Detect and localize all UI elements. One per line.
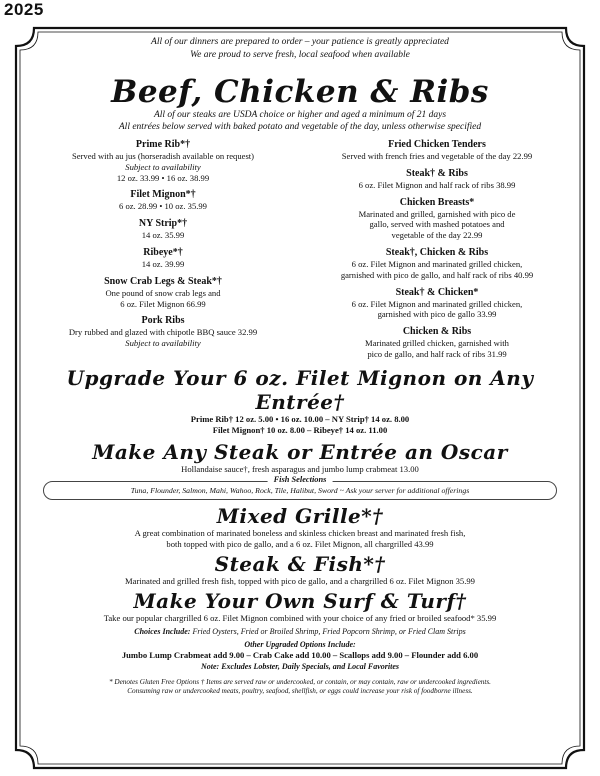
- item-desc: garnished with pico de gallo 33.99: [377, 309, 497, 320]
- fish-selections-text: Tuna, Flounder, Salmon, Mahi, Wahoo, Rock, Tile, Halibut, Sword ~ Ask your server for additional offerings: [130, 485, 470, 495]
- upgrade-title: Upgrade Your 6 oz. Filet Mignon on Any Entrée†: [66, 365, 534, 414]
- section-title-beef-chicken-ribs: Beef, Chicken & Ribs: [111, 74, 489, 110]
- section-note-2: All entrées below served with baked potato and vegetable of the day, unless otherwise specified: [118, 122, 482, 132]
- steak-fish-title: Steak & Fish*†: [214, 551, 386, 576]
- year-label: 2025: [4, 0, 44, 19]
- menu-columns: [28, 139, 572, 366]
- item-desc: 6 oz. Filet Mignon and half rack of ribs 38.99: [358, 179, 516, 190]
- item-price: 6 oz. Filet Mignon 66.99: [120, 298, 206, 309]
- item-availability: Subject to availability: [125, 338, 201, 349]
- menu-item-prime-rib: [28, 139, 298, 183]
- item-desc: Served with au jus (horseradish available on request): [71, 151, 255, 161]
- mixed-grille-line-1: A great combination of marinated boneless and skinless chicken breast and marinated fresh fish,: [134, 527, 466, 538]
- menu-item-chicken-breasts: [302, 197, 572, 241]
- intro-line-1: All of our dinners are prepared to order – your patience is greatly appreciated: [151, 37, 449, 47]
- item-price: 12 oz. 33.99 • 16 oz. 38.99: [116, 172, 210, 183]
- item-name: Steak† & Chicken*: [395, 286, 479, 298]
- item-desc: pico de gallo, and half rack of ribs 31.99: [367, 348, 507, 359]
- item-name: Snow Crab Legs & Steak*†: [104, 275, 222, 287]
- menu-item-steak-chicken: [302, 287, 572, 321]
- menu-item-chicken-tenders: [302, 139, 572, 162]
- menu-item-ribeye: [28, 247, 298, 270]
- item-name: Chicken & Ribs: [402, 326, 472, 338]
- item-name: Fried Chicken Tenders: [388, 139, 486, 150]
- mixed-grille-line-2: both topped with pico de gallo, and a 6 oz. Filet Mignon, all chargrilled 43.99: [166, 538, 434, 549]
- item-name: Steak† & Ribs: [406, 167, 468, 179]
- right-column: [302, 139, 572, 366]
- left-column: [28, 139, 298, 366]
- item-desc: 6 oz. Filet Mignon and marinated grilled chicken,: [351, 258, 523, 269]
- other-options-text: Jumbo Lump Crabmeat add 9.00 – Crab Cake add 10.00 – Scallops add 9.00 – Flounder add 6.00: [121, 649, 479, 660]
- menu-item-pork-ribs: [28, 315, 298, 349]
- item-name: Steak†, Chicken & Ribs: [385, 246, 489, 258]
- fish-selections-title: Fish Selections: [268, 475, 333, 484]
- other-options-label: Other Upgraded Options Include:: [244, 639, 356, 649]
- item-name: NY Strip*†: [138, 218, 188, 230]
- item-desc: Marinated and grilled, garnished with pico de: [358, 208, 516, 219]
- item-price: 6 oz. 28.99 • 10 oz. 35.99: [119, 201, 207, 212]
- footer-note-1: * Denotes Gluten Free Options † Items are served raw or undercooked, or contain, or may contain, raw or undercooked ingredients.: [109, 677, 491, 686]
- oscar-desc: Hollandaise sauce†, fresh asparagus and jumbo lump crabmeat 13.00: [181, 463, 419, 474]
- item-desc: vegetable of the day 22.99: [391, 230, 483, 241]
- item-desc: Dry rubbed and glazed with chipotle BBQ sauce 32.99: [68, 327, 258, 338]
- surf-turf-desc: Take our popular chargrilled 6 oz. Filet Mignon combined with your choice of any fried or broiled seafood* 35.99: [103, 612, 497, 623]
- choices-text: Fried Oysters, Fried or Broiled Shrimp, Fried Popcorn Shrimp, or Fried Clam Strips: [192, 626, 466, 636]
- menu-content: [28, 36, 572, 697]
- item-desc: 6 oz. Filet Mignon and marinated grilled chicken,: [351, 298, 523, 309]
- section-note-1: All of our steaks are USDA choice or higher and aged a minimum of 21 days: [153, 110, 447, 120]
- menu-item-filet-mignon: [28, 189, 298, 212]
- menu-item-steak-ribs: [302, 168, 572, 191]
- item-desc: gallo, served with mashed potatoes and: [369, 219, 505, 230]
- oscar-title: Make Any Steak or Entrée an Oscar: [92, 439, 508, 464]
- item-name: Pork Ribs: [141, 315, 185, 327]
- item-desc: garnished with pico de gallo, and half rack of ribs 40.99: [340, 269, 534, 280]
- mixed-grille-title: Mixed Grille*†: [216, 503, 384, 528]
- upgrade-line-1: Prime Rib† 12 oz. 5.00 • 16 oz. 10.00 – NY Strip† 14 oz. 8.00: [190, 413, 410, 424]
- item-availability: Subject to availability: [125, 161, 201, 172]
- item-name: Prime Rib*†: [135, 139, 191, 150]
- item-price: 14 oz. 35.99: [141, 230, 185, 241]
- steak-fish-desc: Marinated and grilled fresh fish, topped with pico de gallo, and a chargrilled 6 oz. Filet Mignon 35.99: [125, 575, 475, 586]
- menu-item-chicken-ribs: [302, 326, 572, 360]
- intro-line-2: We are proud to serve fresh, local seafood when available: [190, 49, 410, 60]
- fish-selections-box: [43, 474, 557, 500]
- surf-turf-title: Make Your Own Surf & Turf†: [133, 588, 467, 613]
- menu-item-snow-crab-steak: [28, 276, 298, 310]
- footer-note-2: Consuming raw or undercooked meats, poultry, seafood, shellfish, or eggs could increase your risk of foodborne illness.: [127, 687, 473, 696]
- item-name: Filet Mignon*†: [130, 189, 196, 201]
- item-desc: One pound of snow crab legs and: [105, 287, 221, 298]
- upgrade-line-2: Filet Mignon† 10 oz. 8.00 – Ribeye† 14 oz. 11.00: [212, 424, 388, 435]
- surf-turf-note: Note: Excludes Lobster, Daily Specials, and Local Favorites: [201, 661, 399, 671]
- item-name: Chicken Breasts*: [399, 196, 475, 208]
- choices-label: Choices Include:: [134, 626, 191, 636]
- item-name: Ribeye*†: [143, 246, 183, 258]
- item-price: 14 oz. 39.99: [141, 258, 185, 269]
- menu-item-ny-strip: [28, 218, 298, 241]
- item-desc: Served with french fries and vegetable of the day 22.99: [341, 151, 533, 161]
- menu-item-steak-chicken-ribs: [302, 247, 572, 281]
- item-desc: Marinated grilled chicken, garnished with: [365, 338, 509, 349]
- surf-turf-choices: [28, 626, 572, 637]
